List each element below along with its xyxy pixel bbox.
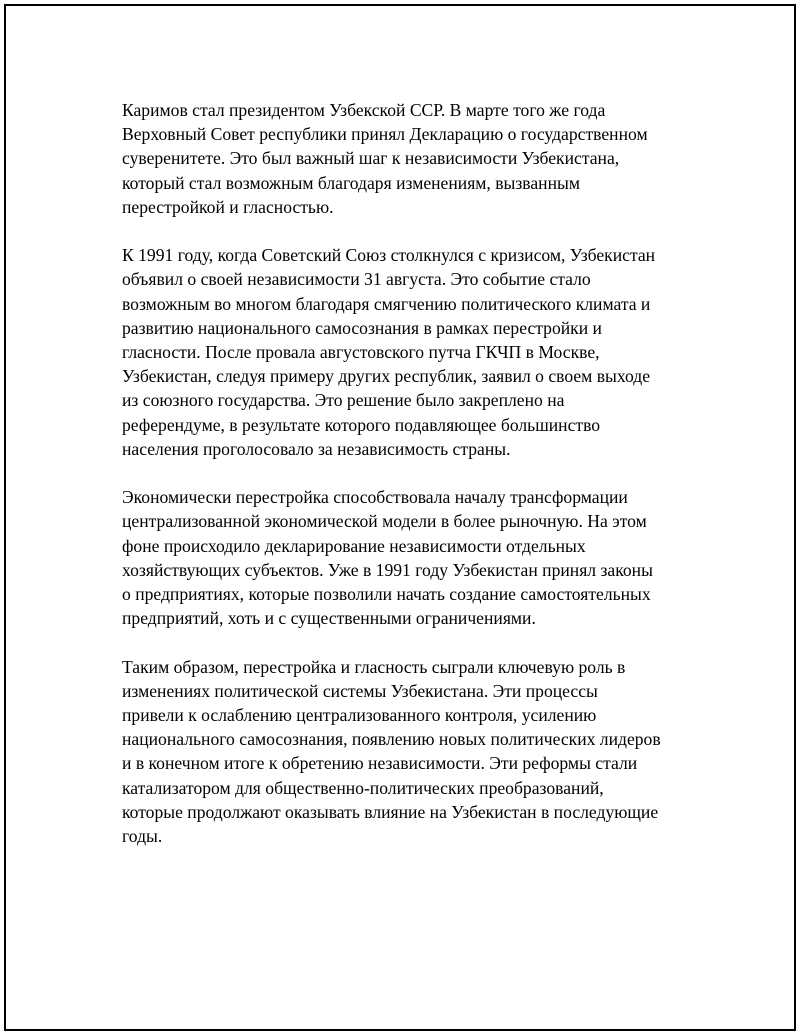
text-line: и в конечном итоге к обретению независимости. Эти реформы стали xyxy=(122,753,638,774)
text-line: хозяйствующих субъектов. Уже в 1991 году Узбекистан принял законы xyxy=(122,559,653,580)
text-line: объявил о своей независимости 31 августа. Это событие стало xyxy=(122,269,591,290)
text-line: Экономически перестройка способствовала началу трансформации xyxy=(122,487,628,508)
text-line: привели к ослаблению централизованного контроля, усилению xyxy=(122,705,597,726)
paragraph-4 xyxy=(122,655,702,849)
text-line: перестройкой и гласностью. xyxy=(122,196,334,217)
text-line: о предприятиях, которые позволили начать создание самостоятельных xyxy=(122,584,651,605)
document-page xyxy=(4,4,796,1031)
paragraph-3 xyxy=(122,485,702,630)
text-line: изменениях политической системы Узбекистана. Эти процессы xyxy=(122,680,598,701)
text-line: возможным во многом благодаря смягчению политического климата и xyxy=(122,293,651,314)
paragraph-1 xyxy=(122,98,702,219)
text-line: годы. xyxy=(122,826,163,847)
text-line: гласности. После провала августовского путча ГКЧП в Москве, xyxy=(122,342,600,363)
text-line: суверенитете. Это был важный шаг к независимости Узбекистана, xyxy=(122,148,620,169)
paragraph-2 xyxy=(122,243,702,461)
text-line: фоне происходило декларирование независимости отдельных xyxy=(122,535,586,556)
text-line: Таким образом, перестройка и гласность сыграли ключевую роль в xyxy=(122,656,626,677)
text-line: населения проголосовало за независимость страны. xyxy=(122,438,511,459)
document-body xyxy=(122,98,702,872)
text-line: предприятий, хоть и с существенными ограничениями. xyxy=(122,608,536,629)
text-line: референдуме, в результате которого подавляющее большинство xyxy=(122,414,601,435)
text-line: из союзного государства. Это решение было закреплено на xyxy=(122,390,565,411)
text-line: К 1991 году, когда Советский Союз столкнулся с кризисом, Узбекистан xyxy=(122,245,656,266)
text-line: национального самосознания, появлению новых политических лидеров xyxy=(122,729,661,750)
text-line: Верховный Совет республики принял Декларацию о государственном xyxy=(122,124,648,145)
text-line: развитию национального самосознания в рамках перестройки и xyxy=(122,317,602,338)
text-line: которые продолжают оказывать влияние на Узбекистан в последующие xyxy=(122,801,659,822)
text-line: катализатором для общественно-политических преобразований, xyxy=(122,777,604,798)
text-line: который стал возможным благодаря изменениям, вызванным xyxy=(122,172,580,193)
text-line: централизованной экономической модели в более рыночную. На этом xyxy=(122,511,647,532)
text-line: Каримов стал президентом Узбекской ССР. В марте того же года xyxy=(122,100,606,120)
text-line: Узбекистан, следуя примеру других республик, заявил о своем выходе xyxy=(122,366,651,387)
